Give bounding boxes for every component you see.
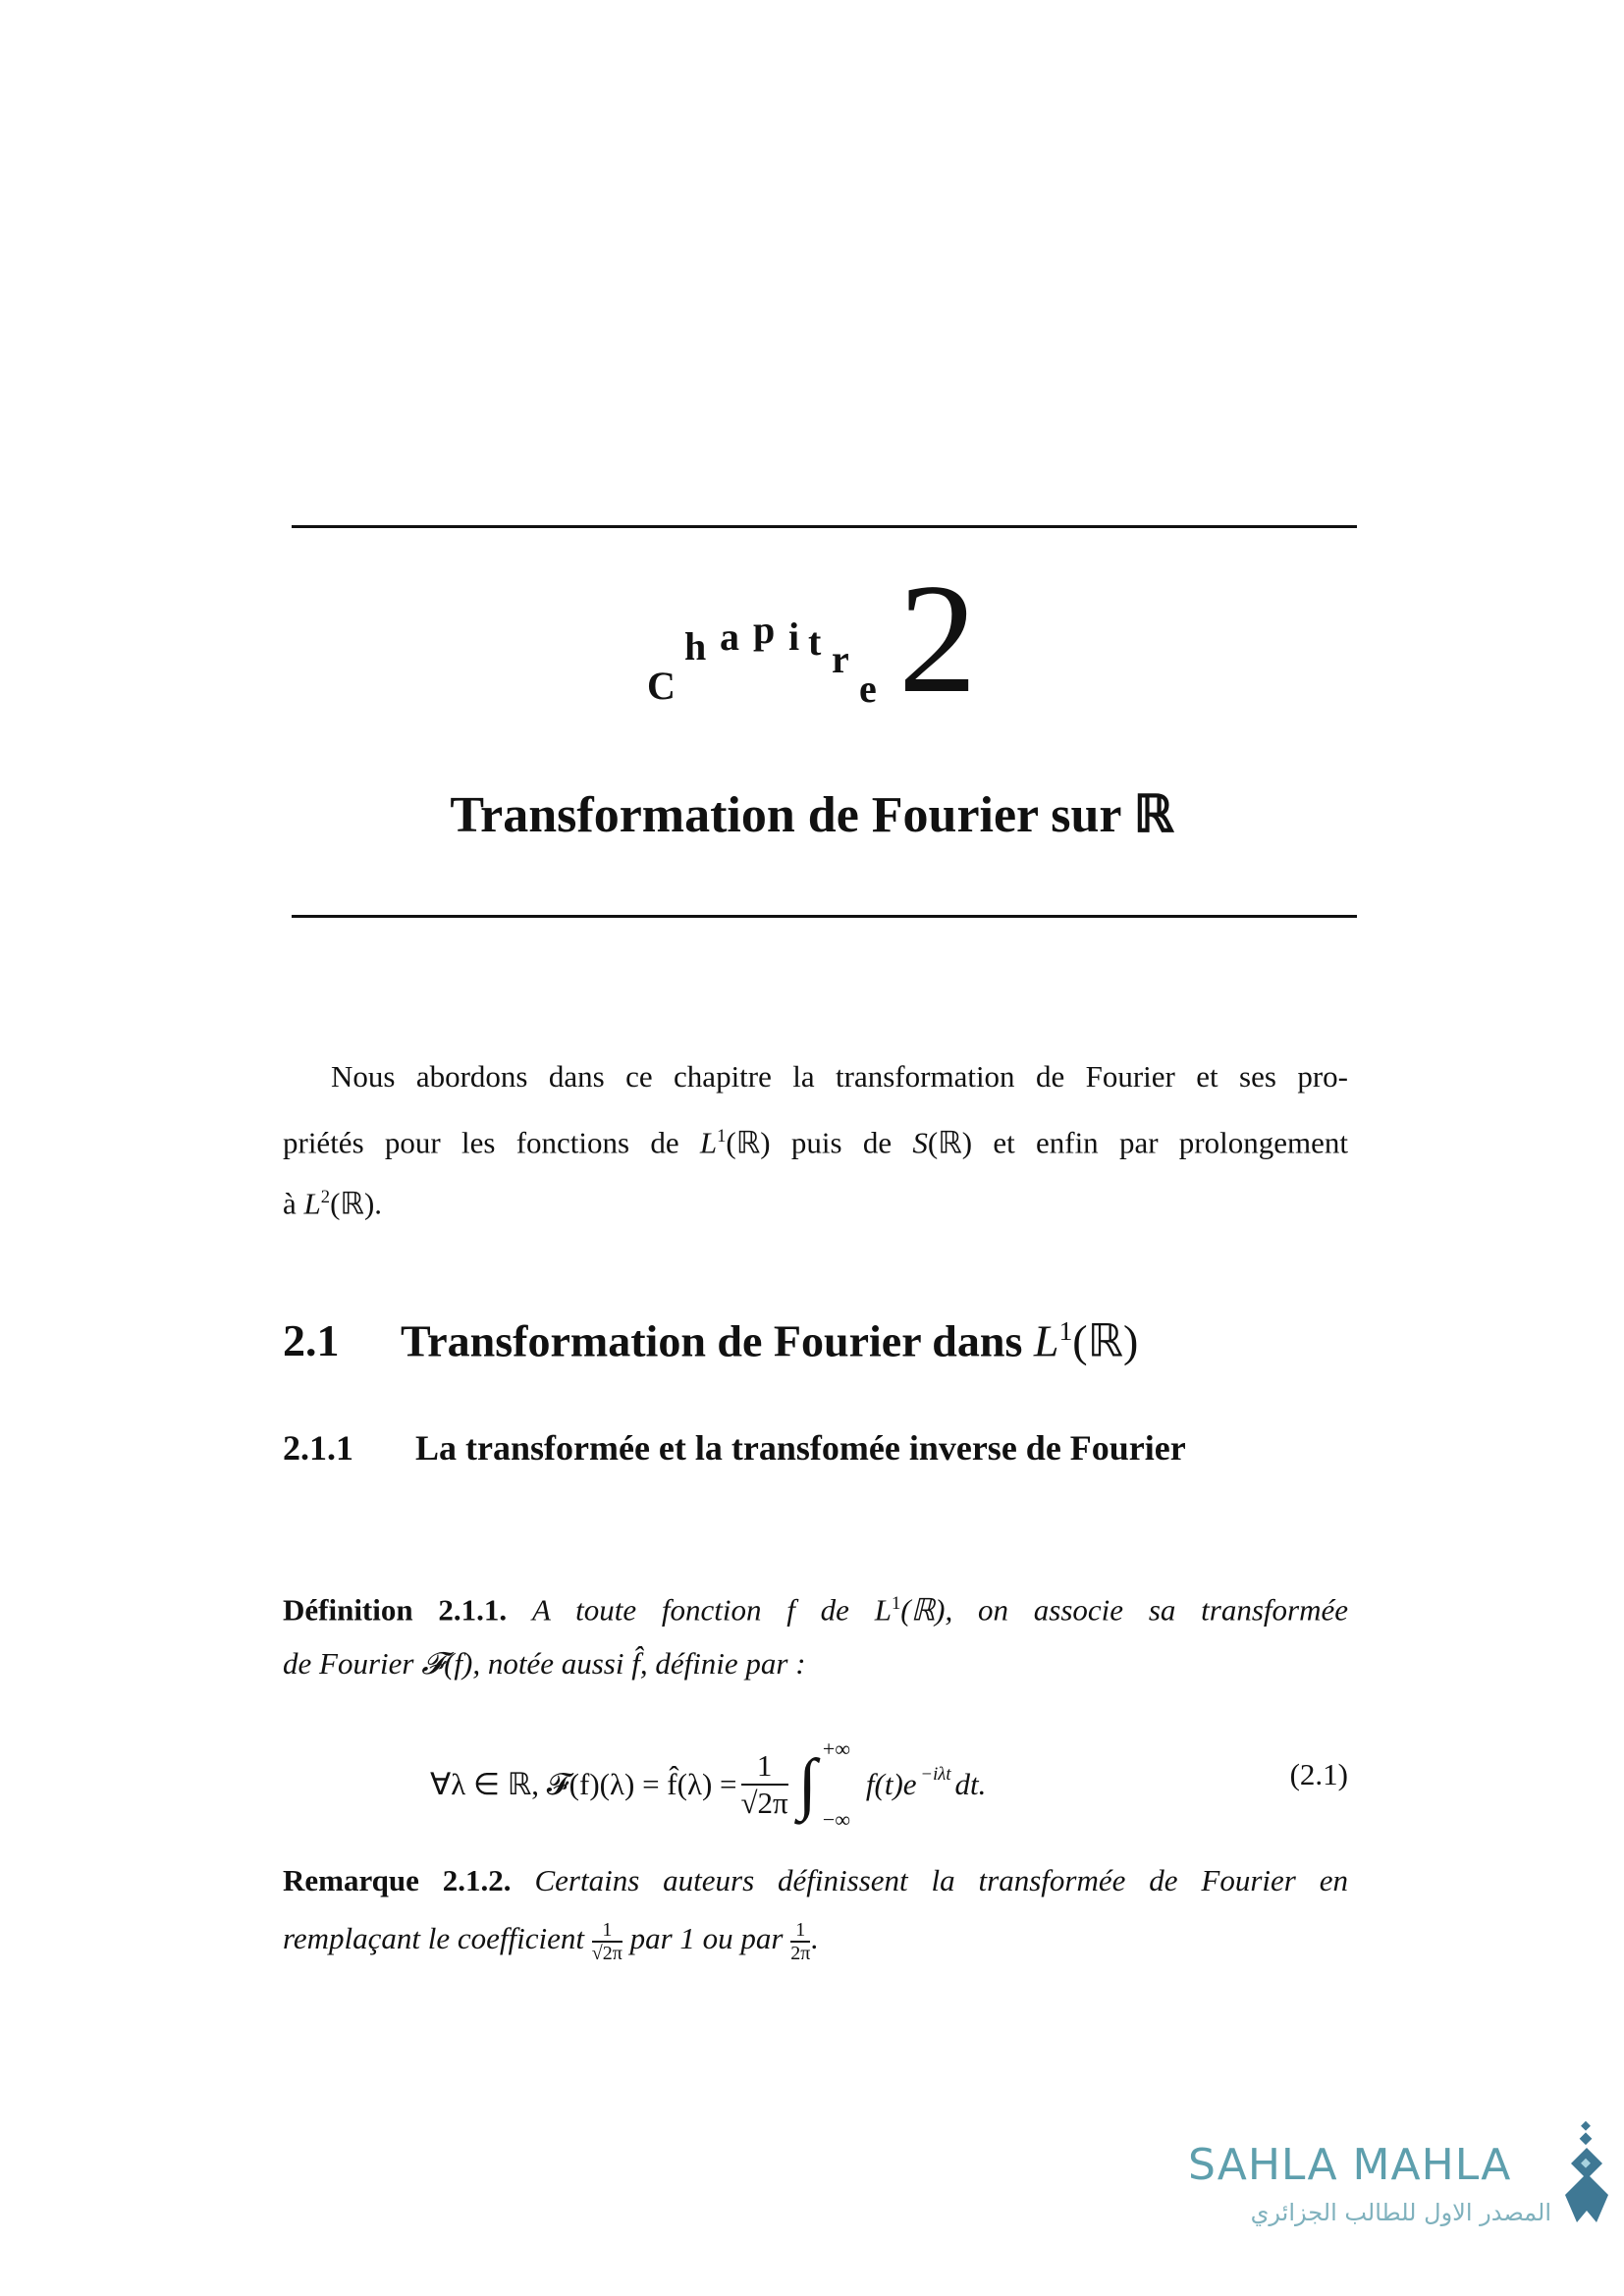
chapter-letter: C xyxy=(647,664,676,708)
remark-line: remplaçant le coefficient $\frac{1}{√2\pi}$ par 1 ou par $\frac{1}{2\pi}$ . xyxy=(283,1919,819,1964)
chapter-letter: a xyxy=(720,614,739,659)
chapter-heading xyxy=(0,551,1624,726)
chapter-title: Transformation de Fourier sur ℝ xyxy=(450,787,1174,843)
bottom-rule xyxy=(292,915,1357,918)
equation-number: (2.1) xyxy=(1289,1757,1348,1791)
logo-emblem-icon xyxy=(1563,2120,1610,2228)
equation-2-1: ∀λ ∈ ℝ, 𝓕(f)(λ) = f̂(λ) = $\frac{1}{√2\pi}$ ∫ +∞ −∞ f(t)e $^{-i\lambda t}$ dt. (2.1) xyxy=(430,1736,1348,1832)
chapter-letter: h xyxy=(684,624,707,668)
definition-line: de Fourier 𝓕(f), notée aussi f̂, définie par : xyxy=(283,1646,806,1681)
sahla-mahla-logo: SAHLA MAHLA المصدر الاول للطالب الجزائري xyxy=(1178,2120,1610,2238)
chapter-letter: i xyxy=(788,614,800,659)
subsection-heading: 2.1.1 La transformée et la transfomée inverse de Fourier xyxy=(283,1428,1186,1468)
chapter-letter: t xyxy=(808,619,822,664)
intro-line: Nous abordons dans ce chapitre la transformation de Fourier et ses pro- xyxy=(331,1059,1348,1094)
top-rule xyxy=(292,525,1357,528)
intro-line: à $L^2(ℝ)$. xyxy=(283,1186,383,1221)
section-heading: 2.1 Transformation de Fourier dans $L^1(ℝ)$ xyxy=(283,1315,1139,1366)
intro-line: priétés pour les fonctions de $L^1(ℝ)$ puis de S(ℝ) et enfin par prolongement xyxy=(283,1125,1348,1160)
chapter-number: 2 xyxy=(898,551,977,725)
chapter-letter: e xyxy=(859,667,877,711)
chapter-letter: p xyxy=(753,608,776,652)
chapter-word xyxy=(647,569,902,711)
chapter-letter: r xyxy=(832,637,849,681)
remark-line: Remarque 2.1.2. Certains auteurs définissent la transformée de Fourier en xyxy=(283,1863,1349,1897)
definition-line: Définition 2.1.1. A toute fonction f de $L^1(ℝ)$, on associe sa transformée xyxy=(283,1592,1349,1628)
